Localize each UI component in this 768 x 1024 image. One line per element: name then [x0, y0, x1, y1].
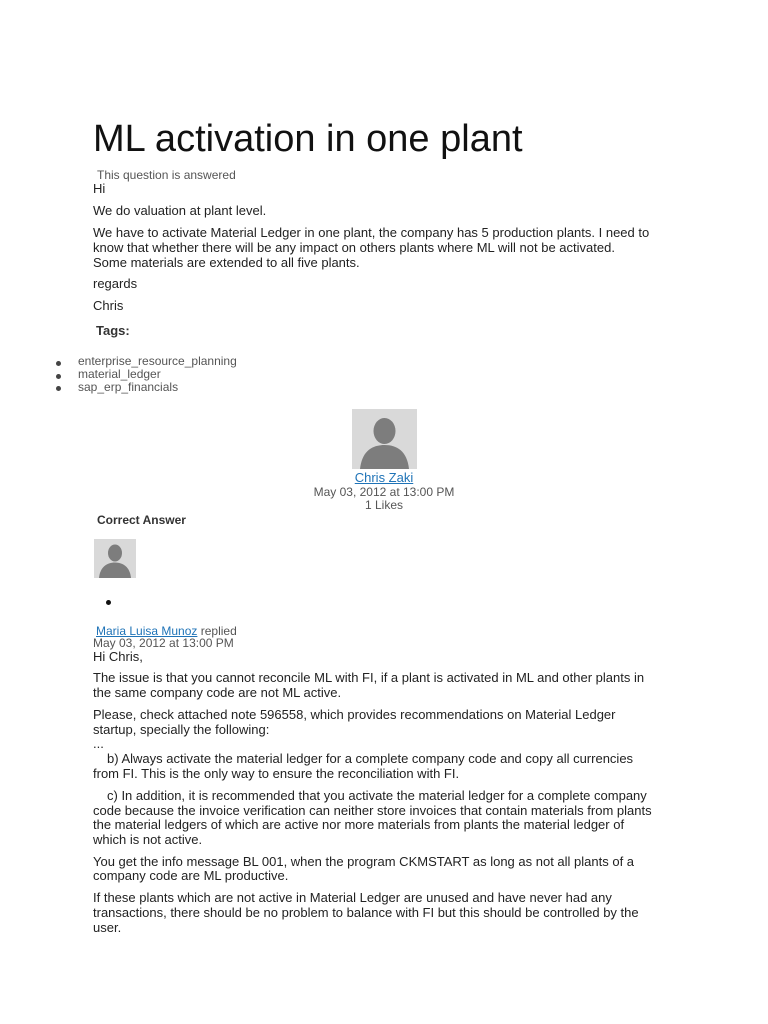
reply-date: May 03, 2012 at 13:00 PM [93, 636, 234, 650]
answer-text: which is not active. [93, 832, 203, 847]
likes-count[interactable]: 1 Likes [364, 498, 404, 512]
answer-greeting: Hi Chris, [93, 649, 143, 664]
answer-text: transactions, there should be no problem to balance with FI but this should be controlled by the [93, 905, 639, 920]
question-text: We do valuation at plant level. [93, 203, 267, 218]
answer-text: startup, specially the following: [93, 722, 270, 737]
author-name-link[interactable]: Chris Zaki [354, 470, 414, 485]
answer-text: c) In addition, it is recommended that you activate the material ledger for a complete company [107, 788, 647, 803]
answer-text: user. [93, 920, 122, 935]
answer-text: the same company code are not ML active. [93, 685, 342, 700]
answer-text: Please, check attached note 596558, which provides recommendations on Material Ledger [93, 707, 616, 722]
answer-text: ... [93, 736, 104, 751]
correct-answer-label: Correct Answer [97, 513, 186, 527]
page-title: ML activation in one plant [93, 118, 523, 160]
question-signoff: regards [93, 276, 138, 291]
tags-label: Tags: [96, 323, 130, 338]
bullet [56, 374, 61, 379]
question-greeting: Hi [93, 181, 106, 196]
answer-text: from FI. This is the only way to ensure the reconciliation with FI. [93, 766, 460, 781]
answer-text: If these plants which are not active in Material Ledger are unused and have never had any [93, 890, 612, 905]
tag-link[interactable]: material_ledger [78, 367, 161, 381]
person-icon [94, 539, 136, 578]
answer-text: You get the info message BL 001, when the program CKMSTART as long as not all plants of a [93, 854, 635, 869]
answer-text: company code are ML productive. [93, 868, 289, 883]
person-icon [352, 409, 417, 469]
question-author-signature: Chris [93, 298, 124, 313]
replied-label: replied [200, 624, 237, 638]
answer-text: the material ledgers of which are active nor more materials from plants the material ledger of [93, 817, 625, 832]
question-text: know that whether there will be any impact on others plants where ML will not be activated. [93, 240, 615, 255]
avatar[interactable] [94, 539, 136, 578]
answer-text: code because the invoice verification can neither store invoices that contain materials from plants [93, 803, 652, 818]
answer-text: The issue is that you cannot reconcile ML with FI, if a plant is activated in ML and other plants in [93, 670, 645, 685]
answer-text: b) Always activate the material ledger for a complete company code and copy all currencies [107, 751, 634, 766]
tag-link[interactable]: enterprise_resource_planning [78, 354, 237, 368]
question-text: We have to activate Material Ledger in one plant, the company has 5 production plants. I need to [93, 225, 650, 240]
bullet [56, 386, 61, 391]
answered-status: This question is answered [97, 168, 236, 182]
bullet [56, 361, 61, 366]
question-text: Some materials are extended to all five plants. [93, 255, 360, 270]
tag-link[interactable]: sap_erp_financials [78, 380, 179, 394]
avatar[interactable] [352, 409, 417, 469]
bullet [106, 600, 111, 605]
author-post-date: May 03, 2012 at 13:00 PM [313, 485, 455, 499]
replier-name-link[interactable]: Maria Luisa Munoz [96, 624, 198, 638]
